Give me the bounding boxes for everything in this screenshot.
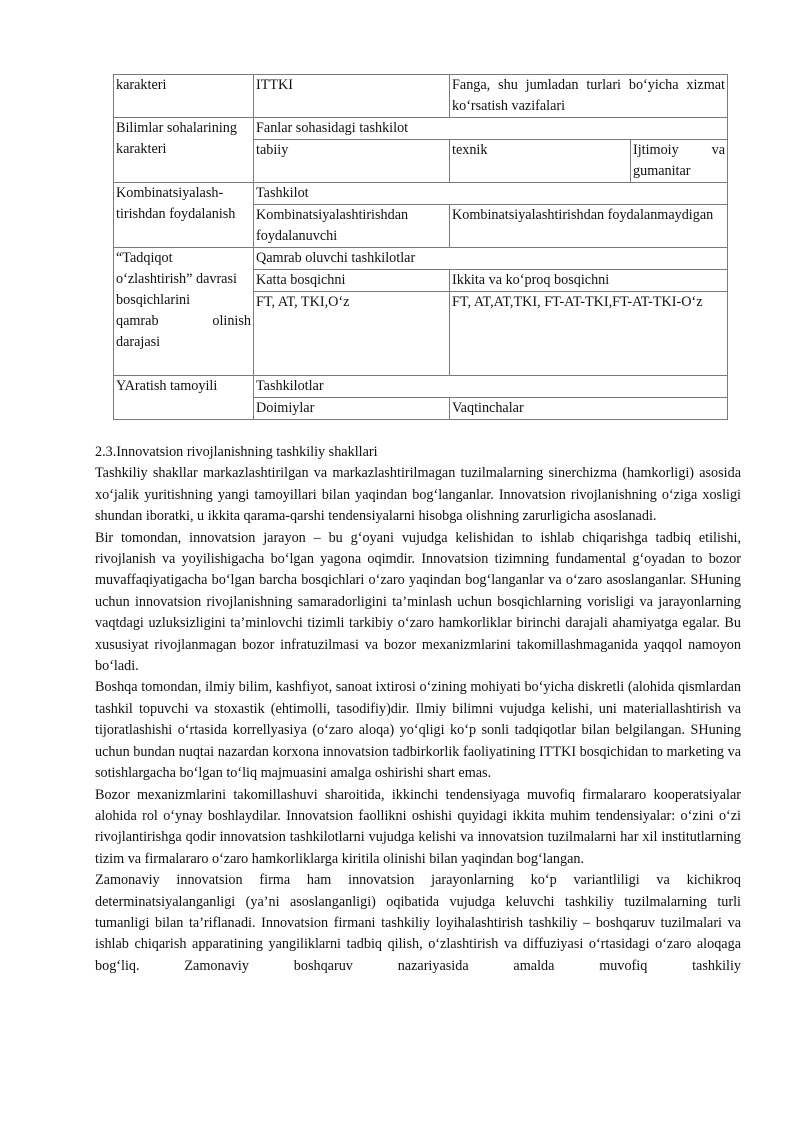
table-cell: Doimiylar [254, 398, 450, 420]
table-cell: Qamrab oluvchi tashkilotlar [254, 248, 728, 270]
table-cell: karakteri [114, 75, 254, 118]
table-cell: Vaqtinchalar [450, 398, 728, 420]
table-row-label-line: darajasi [116, 334, 161, 350]
paragraph: Tashkiliy shakllar markazlashtirilgan va markazlashtirilmagan tuzilmalarning sinerchizma (hamkorligi) asosida xo‘jalik yuritishning yangi tamoyillari bilan yaqindan bog‘langanlar. Innovatsion rivojlanishning o‘ziga xosligi shundan iboratki, u ikkita qarama-qarshi tendensiyalarni hisobga olishning zarurligicha asoslanadi. [95, 465, 741, 525]
table-row [114, 75, 728, 118]
paragraph: Zamonaviy innovatsion firma ham innovatsion jarayonlarning ko‘p variantliligi va kichikroq determinatsiyalanganligi (ya’ni asoslanganligi) oqibatida vujudga keluvchi tashkiliy tuzilmalarning turli tumanligi bilan ta’riflanadi. Innovatsion firmani tashkiliy loyihalashtirish tashkiliy – boshqaruv tuzilmalari va ishlab chiqarish apparatining yangiliklarni tadbiq qilish, o‘zlashtirish va diffuziyasi o‘rtasidagi o‘zaro aloqaga bog‘liq. Zamonaviy boshqaruv nazariyasida amalda muvofiq tashkiliy [95, 872, 741, 974]
table-cell: ITTKI [254, 75, 450, 118]
table-cell: Tashkilot [254, 183, 728, 205]
table-cell: Fanlar sohasidagi tashkilot [254, 118, 728, 140]
paragraph: Bir tomondan, innovatsion jarayon – bu g‘oyani vujudga kelishidan to ishlab chiqarishga tadbiq etilishi, rivojlanish va yoyilishigacha bo‘lgan yagona oqimdir. Innovatsion tizimning fundamental g‘oyadan to bozor muvaffaqiyatigacha bo‘lgan barcha bosqichlari o‘zaro yaqindan bog‘langanlar va o‘zaro asoslanganlar. SHuning uchun innovatsion rivojlanishning samaradorligini ta’minlash uchun bosqichlarning vorisligi va jarayonlarning vaqtdagi uzluksizligini ta’minlovchi tizimli tarkibiy o‘zaro hamkorliklar birinchi darajali ahamiyatga egalar. Bu xususiyat rivojlanmagan bozor infratuzilmasi va bozor mexanizmlarini takomillashmaganida yaqqol namoyon bo‘ladi. [95, 529, 741, 675]
table-row-label-word: qamrab [116, 313, 159, 329]
table-cell [631, 140, 728, 183]
table-row-label: YAratish tamoyili [114, 376, 254, 420]
table-row-label: Bilimlar sohalarining karakteri [114, 118, 254, 183]
table-cell: Tashkilotlar [254, 376, 728, 398]
table-row-label [114, 248, 254, 376]
table-cell-line [633, 140, 725, 161]
paragraph: Boshqa tomondan, ilmiy bilim, kashfiyot, sanoat ixtirosi o‘zining mohiyati bo‘yicha diskretli (alohida qismlardan tashkil topuvchi va stoxastik (ehtimolli, tasodifiy)dir. Ilmiy bilimni vujudga kelishi, uni materiallashtirish va tijoratlashishi o‘rtasida korrellyasiya (o‘zaro aloqa) yo‘qligi ko‘p sonli tadqiqotlar bilan belgilangan. SHuning uchun bundan nuqtai nazardan korxona innovatsion tadbirkorlik faoliyatining ITTKI bosqichidan to marketing va sotishlargacha bo‘lgan to‘liq majmuasini amalga oshirishi shart emas. [95, 679, 741, 782]
section-heading: 2.3.Innovatsion rivojlanishning tashkiliy shakllari [95, 444, 378, 460]
organization-classification-table [113, 74, 728, 420]
table-row-label-line [116, 311, 251, 332]
table-cell: Kombinatsiyalashtirishdan foydalanuvchi [254, 205, 450, 248]
table-cell: FT, AT, TKI,O‘z [254, 292, 450, 376]
table-cell: texnik [450, 140, 631, 183]
table-cell: tabiiy [254, 140, 450, 183]
table-cell: Ikkita va ko‘proq bosqichni [450, 270, 728, 292]
table-row [114, 118, 728, 140]
table-row-label-word: olinish [212, 313, 251, 329]
table-cell: Katta bosqichni [254, 270, 450, 292]
table-cell: Fanga, shu jumladan turlari bo‘yicha xizmat ko‘rsatish vazifalari [450, 75, 728, 118]
table-cell-line: gumanitar [633, 163, 691, 179]
table-cell: Kombinatsiyalashtirishdan foydalanmaydigan [450, 205, 728, 248]
section-body [95, 442, 741, 977]
table-row [114, 376, 728, 398]
paragraph: Bozor mexanizmlarini takomillashuvi sharoitida, ikkinchi tendensiyaga muvofiq firmalararo kooperatsiyalar alohida rol o‘ynay boshlaydilar. Innovatsion faollikni oshishi quyidagi ikkita muhim tendensiyalar: o‘zini o‘zi rivojlantirishga qodir innovatsion tashkilotlarni vujudga kelishi va innovatsion tuzilmalarni har xil institutlarning tizim va firmalararo o‘zaro hamkorliklarga kiritila olinishi bilan yaqindan bog‘langan. [95, 786, 741, 867]
table-cell-word: Ijtimoiy [633, 142, 679, 158]
table-row [114, 248, 728, 270]
table-row [114, 183, 728, 205]
table-row-label-text: “Tadqiqot o‘zlashtirish” davrasi bosqichlarini [116, 250, 237, 308]
table-cell-word: va [711, 142, 725, 158]
table-cell: FT, AT,AT,TKI, FT-AT-TKI,FT-AT-TKI-O‘z [450, 292, 728, 376]
table-row-label: Kombinatsiyalash-tirishdan foydalanish [114, 183, 254, 248]
